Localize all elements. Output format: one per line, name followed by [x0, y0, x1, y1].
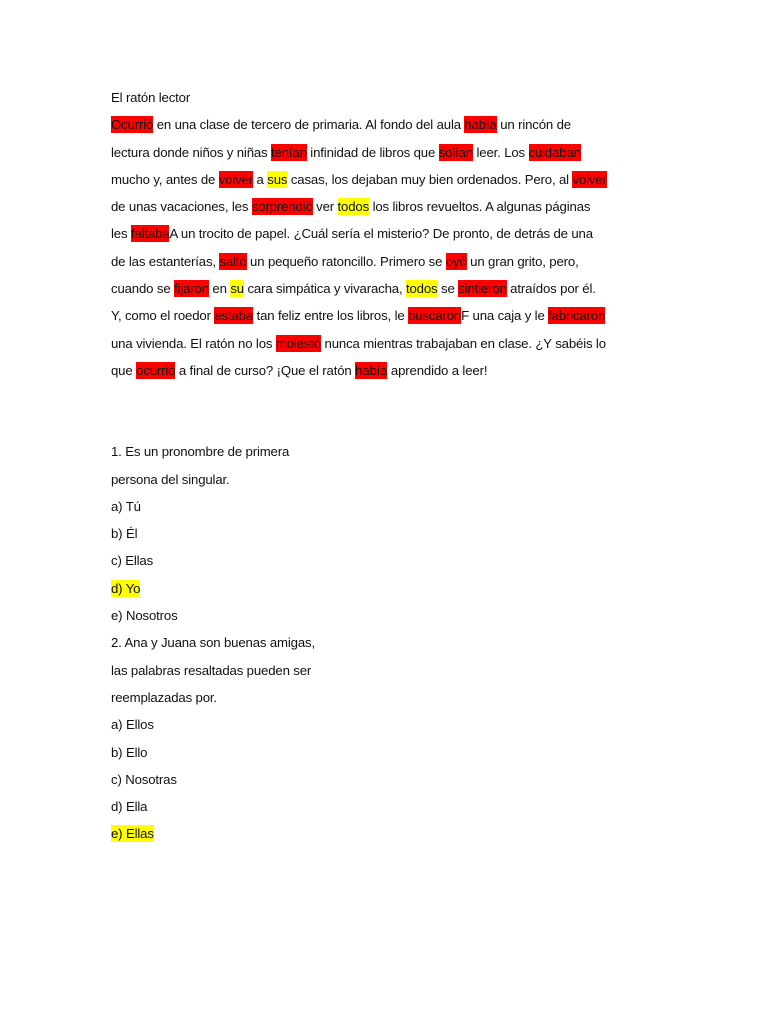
spacer: [111, 384, 648, 438]
highlighted-verb: volver: [572, 171, 607, 187]
highlighted-verb: volver: [218, 171, 254, 187]
highlighted-verb: Ocurrió: [111, 117, 154, 133]
story-text: les: [111, 226, 131, 242]
story-line: [111, 248, 648, 275]
highlighted-verb: buscaron: [408, 308, 462, 324]
answer-option: [111, 766, 648, 793]
story-line: [111, 330, 648, 357]
answer-option-text: a) Ellos: [111, 717, 154, 733]
story-text: leer. Los: [472, 144, 529, 160]
quiz-section: [111, 438, 648, 847]
story-text: un gran grito, pero,: [466, 253, 579, 269]
story-line: [111, 193, 648, 220]
highlighted-verb: sorprendió: [251, 199, 313, 215]
story-text: a: [253, 171, 268, 187]
highlighted-word: sus: [267, 171, 288, 187]
story-text: tan feliz entre los libros, le: [253, 308, 409, 324]
story-text: casas, los dejaban muy bien ordenados. Pero, al: [287, 171, 573, 187]
story-paragraph: [111, 111, 648, 384]
story-text: en: [208, 281, 231, 297]
story-text: ver: [312, 199, 338, 215]
highlighted-verb: fijaron: [174, 281, 209, 297]
correct-answer-highlight: e) Ellas: [111, 826, 154, 842]
highlighted-verb: faltaba: [130, 226, 170, 242]
question-prompt: 1. Es un pronombre de primera: [111, 444, 290, 460]
story-text: un pequeño ratoncillo. Primero se: [246, 253, 446, 269]
answer-option: [111, 520, 648, 547]
question-prompt: las palabras resaltadas pueden ser: [111, 662, 312, 678]
highlighted-verb: sintieron: [458, 281, 507, 297]
story-text: que: [111, 362, 137, 378]
story-text: los libros revueltos. A algunas páginas: [369, 199, 591, 215]
highlighted-verb: había: [464, 117, 497, 133]
highlighted-verb: ocurrió: [136, 362, 176, 378]
story-text: F una caja y le: [461, 308, 549, 324]
story-line: [111, 302, 648, 329]
answer-option-text: b) Ello: [111, 744, 148, 760]
story-text: de las estanterías,: [111, 253, 220, 269]
highlighted-verb: tenían: [271, 144, 307, 160]
story-text: A un trocito de papel. ¿Cuál sería el misterio? De pronto, de detrás de una: [169, 226, 593, 242]
highlighted-verb: saltó: [219, 253, 247, 269]
story-line: [111, 357, 648, 384]
document-title: El ratón lector: [111, 90, 191, 105]
story-text: cara simpática y vivaracha,: [243, 281, 406, 297]
story-text: un rincón de: [496, 117, 571, 133]
answer-option: [111, 793, 648, 820]
highlighted-word: todos: [337, 199, 370, 215]
highlighted-verb: estaba: [214, 308, 254, 324]
story-text: nunca mientras trabajaban en clase. ¿Y sabéis lo: [321, 335, 606, 351]
answer-option: [111, 602, 648, 629]
story-text: a final de curso? ¡Que el ratón: [175, 362, 356, 378]
story-text: Y, como el roedor: [111, 308, 215, 324]
story-text: infinidad de libros que: [306, 144, 439, 160]
highlighted-verb: molestó: [275, 335, 321, 351]
highlighted-word: todos: [405, 281, 438, 297]
highlighted-verb: solían: [438, 144, 473, 160]
question-prompt: persona del singular.: [111, 471, 230, 487]
story-text: en una clase de tercero de primaria. Al fondo del aula: [153, 117, 465, 133]
answer-option: [111, 711, 648, 738]
answer-option: [111, 575, 648, 602]
answer-option-text: c) Nosotras: [111, 771, 177, 787]
highlighted-word: su: [230, 281, 244, 297]
highlighted-verb: cuidaban: [528, 144, 581, 160]
story-text: una vivienda. El ratón no los: [111, 335, 276, 351]
answer-option: [111, 739, 648, 766]
question-prompt: reemplazadas por.: [111, 689, 217, 705]
answer-option-text: b) Él: [111, 526, 138, 542]
answer-option-text: c) Ellas: [111, 553, 154, 569]
answer-option: [111, 547, 648, 574]
question-prompt: 2. Ana y Juana son buenas amigas,: [111, 635, 315, 651]
story-line: [111, 275, 648, 302]
story-text: cuando se: [111, 281, 175, 297]
story-text: mucho y, antes de: [111, 171, 219, 187]
story-text: se: [437, 281, 459, 297]
answer-option: [111, 493, 648, 520]
correct-answer-highlight: d) Yo: [111, 580, 141, 596]
story-text: atraídos por él.: [506, 281, 596, 297]
answer-option-text: a) Tú: [111, 498, 141, 514]
story-line: [111, 111, 648, 138]
story-text: lectura donde niños y niñas: [111, 144, 272, 160]
answer-option: [111, 820, 648, 847]
answer-option-text: d) Ella: [111, 799, 148, 815]
highlighted-verb: fabricaron: [548, 308, 606, 324]
highlighted-verb: había: [355, 362, 388, 378]
story-line: [111, 166, 648, 193]
story-line: [111, 139, 648, 166]
answer-option-text: e) Nosotros: [111, 608, 178, 624]
highlighted-verb: oyó: [445, 253, 467, 269]
story-line: [111, 220, 648, 247]
story-text: de unas vacaciones, les: [111, 199, 252, 215]
story-text: aprendido a leer!: [387, 362, 488, 378]
